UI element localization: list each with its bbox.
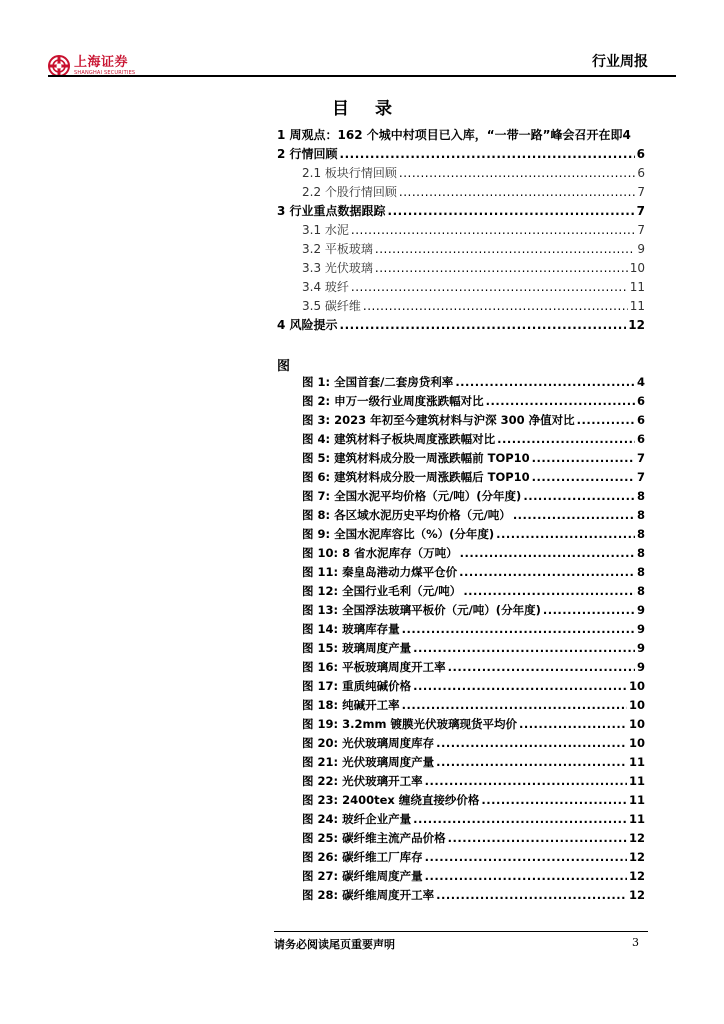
figure-entry-page: 9 [636,603,645,617]
dot-leader [351,223,635,237]
dot-leader [532,451,635,465]
figure-entry-label: 图 18: 纯碱开工率 [302,698,400,712]
figure-entry-page: 12 [628,831,645,845]
figure-entry-label: 图 14: 玻璃库存量 [302,622,400,636]
toc-entry-page: 9 [637,242,645,256]
toc-entry-label: 2.1 板块行情回顾 [302,166,397,180]
dot-leader [519,717,627,731]
figure-entry-26[interactable] [302,849,645,865]
figure-entry-label: 图 7: 全国水泥平均价格（元/吨）(分年度) [302,489,522,503]
figure-entry-label: 图 15: 玻璃周度产量 [302,641,412,655]
figure-entry-label: 图 16: 平板玻璃周度开工率 [302,660,446,674]
dot-leader [486,394,635,408]
dot-leader [436,755,627,769]
figure-entry-page: 8 [636,527,645,541]
toc-entry-2[interactable] [277,145,645,162]
figure-entry-page: 10 [628,698,645,712]
figure-entry-page: 6 [636,394,645,408]
figure-entry-28[interactable] [302,887,645,903]
dot-leader [402,698,627,712]
figure-entry-label: 图 9: 全国水泥库容比（%）(分年度) [302,527,495,541]
dot-leader [463,584,635,598]
toc-entry-page: 10 [629,261,645,275]
toc-entry-page: 7 [636,204,645,218]
figure-entry-page: 11 [628,812,645,826]
figure-entry-label: 图 20: 光伏玻璃周度库存 [302,736,435,750]
figure-entry-label: 图 17: 重质纯碱价格 [302,679,412,693]
dot-leader [436,736,627,750]
figure-entry-label: 图 26: 碳纤维工厂库存 [302,850,423,864]
figure-entry-label: 图 1: 全国首套/二套房贷利率 [302,375,454,389]
figure-entry-page: 4 [636,375,645,389]
toc-entry-page: 6 [637,166,645,180]
toc-entry-3-2[interactable] [302,240,645,257]
dot-leader [413,679,627,693]
figure-entry-label: 图 28: 碳纤维周度开工率 [302,888,435,902]
toc-entry-label: 2.2 个股行情回顾 [302,185,397,199]
toc-entry-page: 11 [629,280,645,294]
dot-leader [375,242,635,256]
toc-entry-3[interactable] [277,202,645,219]
dot-leader [543,603,635,617]
dot-leader [425,869,627,883]
figure-entry-10[interactable] [302,545,645,561]
dot-leader [481,793,627,807]
dot-leader [532,470,635,484]
dot-leader [402,622,635,636]
dot-leader [455,375,635,389]
figure-entry-label: 图 5: 建筑材料成分股一周涨跌幅前 TOP10 [302,451,530,465]
figure-entry-19[interactable] [302,716,645,732]
figure-entry-12[interactable] [302,583,645,599]
dot-leader [340,318,627,332]
figure-entry-2[interactable] [302,393,645,409]
figure-entry-label: 图 24: 玻纤企业产量 [302,812,412,826]
figure-entry-page: 12 [628,850,645,864]
figure-entry-18[interactable] [302,697,645,713]
figure-entry-11[interactable] [302,564,645,580]
dot-leader [448,831,627,845]
dot-leader [399,166,635,180]
dot-leader [513,508,635,522]
figure-entry-label: 图 13: 全国浮法玻璃平板价（元/吨）(分年度) [302,603,541,617]
figure-entry-label: 图 12: 全国行业毛利（元/吨） [302,584,462,598]
dot-leader [399,185,635,199]
toc-entry-2-2[interactable] [302,183,645,200]
figure-entry-label: 图 3: 2023 年初至今建筑材料与沪深 300 净值对比 [302,413,575,427]
toc-title: 目 录 [332,99,402,119]
toc-entry-3-5[interactable] [302,297,645,314]
disclaimer-note: 请务必阅读尾页重要声明 [274,938,395,951]
page-header [0,0,724,80]
figure-entry-3[interactable] [302,412,645,428]
figure-entry-label: 图 10: 8 省水泥库存（万吨） [302,546,458,560]
shanghai-securities-logo-icon [48,55,70,77]
figure-entry-21[interactable] [302,754,645,770]
figure-entry-label: 图 8: 各区域水泥历史平均价格（元/吨） [302,508,511,522]
figure-entry-page: 8 [636,508,645,522]
toc-entry-page: 7 [637,185,645,199]
figure-entry-page: 9 [636,622,645,636]
dot-leader [425,774,627,788]
figure-entry-page: 8 [636,584,645,598]
figure-entry-6[interactable] [302,469,645,485]
figure-entry-page: 12 [628,869,645,883]
figure-entry-27[interactable] [302,868,645,884]
figure-entry-16[interactable] [302,659,645,675]
dot-leader [577,413,635,427]
figure-list-title: 图 [277,359,291,374]
figure-entry-page: 7 [636,451,645,465]
toc-entry-label: 3.2 平板玻璃 [302,242,373,256]
dot-leader [340,147,635,161]
toc-entry-label: 3.5 碳纤维 [302,299,361,313]
dot-leader [459,565,635,579]
toc-entry-page: 7 [637,223,645,237]
dot-leader [436,888,627,902]
figure-entry-label: 图 23: 2400tex 缠绕直接纱价格 [302,793,480,807]
figure-entry-page: 6 [636,432,645,446]
figure-entry-22[interactable] [302,773,645,789]
figure-entry-page: 7 [636,470,645,484]
toc-entry-label: 1 周观点：162 个城中村项目已入库，“一带一路”峰会召开在即 [277,128,623,142]
figure-entry-page: 11 [628,793,645,807]
dot-leader [425,850,627,864]
figure-entry-page: 8 [636,489,645,503]
figure-entry-page: 9 [636,660,645,674]
figure-entry-13[interactable] [302,602,645,618]
toc-entry-label: 3 行业重点数据跟踪 [277,204,386,218]
figure-entry-page: 10 [628,736,645,750]
figure-entry-7[interactable] [302,488,645,504]
figure-entry-14[interactable] [302,621,645,637]
figure-entry-page: 11 [628,755,645,769]
logo-english-name: SHANGHAI SECURITIES [74,69,136,76]
toc-entry-2-1[interactable] [302,164,645,181]
figure-entry-9[interactable] [302,526,645,542]
toc-entry-3-4[interactable] [302,278,645,295]
figure-entry-page: 9 [636,641,645,655]
figure-entry-page: 11 [628,774,645,788]
dot-leader [351,280,628,294]
dot-leader [460,546,635,560]
toc-entry-label: 2 行情回顾 [277,147,338,161]
header-divider [48,75,676,77]
figure-entry-page: 10 [628,679,645,693]
dot-leader [523,489,635,503]
figure-entry-5[interactable] [302,450,645,466]
figure-entry-15[interactable] [302,640,645,656]
logo [48,55,135,77]
toc-entry-page: 12 [628,318,645,332]
dot-leader [375,261,628,275]
toc-entry-label: 3.3 光伏玻璃 [302,261,373,275]
figure-entry-label: 图 22: 光伏玻璃开工率 [302,774,423,788]
figure-entry-23[interactable] [302,792,645,808]
toc-entry-4[interactable] [277,316,645,333]
toc-entry-page: 4 [622,128,631,142]
toc-entry-3-3[interactable] [302,259,645,276]
figure-entry-label: 图 25: 碳纤维主流产品价格 [302,831,446,845]
dot-leader [413,641,635,655]
dot-leader [497,432,635,446]
logo-chinese-name: 上海证券 [74,54,129,70]
dot-leader [363,299,628,313]
figure-entry-24[interactable] [302,811,645,827]
dot-leader [496,527,635,541]
figure-entry-label: 图 21: 光伏玻璃周度产量 [302,755,435,769]
toc-entry-page: 11 [629,299,645,313]
toc-entry-1[interactable] [277,126,645,143]
report-type: 行业周报 [592,54,648,70]
figure-entry-label: 图 6: 建筑材料成分股一周涨跌幅后 TOP10 [302,470,530,484]
figure-entry-17[interactable] [302,678,645,694]
figure-entry-25[interactable] [302,830,645,846]
toc-entry-label: 3.1 水泥 [302,223,349,237]
toc-entry-3-1[interactable] [302,221,645,238]
dot-leader [388,204,635,218]
figure-entry-label: 图 11: 秦皇岛港动力煤平仓价 [302,565,458,579]
figure-entry-label: 图 2: 申万一级行业周度涨跌幅对比 [302,394,484,408]
figure-entry-page: 8 [636,565,645,579]
page-number: 3 [632,936,639,949]
figure-entry-label: 图 4: 建筑材料子板块周度涨跌幅对比 [302,432,496,446]
figure-entry-8[interactable] [302,507,645,523]
footer-divider [274,931,648,932]
figure-entry-label: 图 27: 碳纤维周度产量 [302,869,423,883]
figure-entry-20[interactable] [302,735,645,751]
figure-entry-page: 8 [636,546,645,560]
figure-entry-label: 图 19: 3.2mm 镀膜光伏玻璃现货平均价 [302,717,517,731]
toc-entry-page: 6 [636,147,645,161]
figure-entry-page: 10 [628,717,645,731]
dot-leader [413,812,627,826]
dot-leader [448,660,635,674]
figure-entry-1[interactable] [302,374,645,390]
figure-entry-page: 12 [628,888,645,902]
figure-entry-4[interactable] [302,431,645,447]
figure-entry-page: 6 [636,413,645,427]
toc-entry-label: 3.4 玻纤 [302,280,349,294]
toc-entry-label: 4 风险提示 [277,318,338,332]
